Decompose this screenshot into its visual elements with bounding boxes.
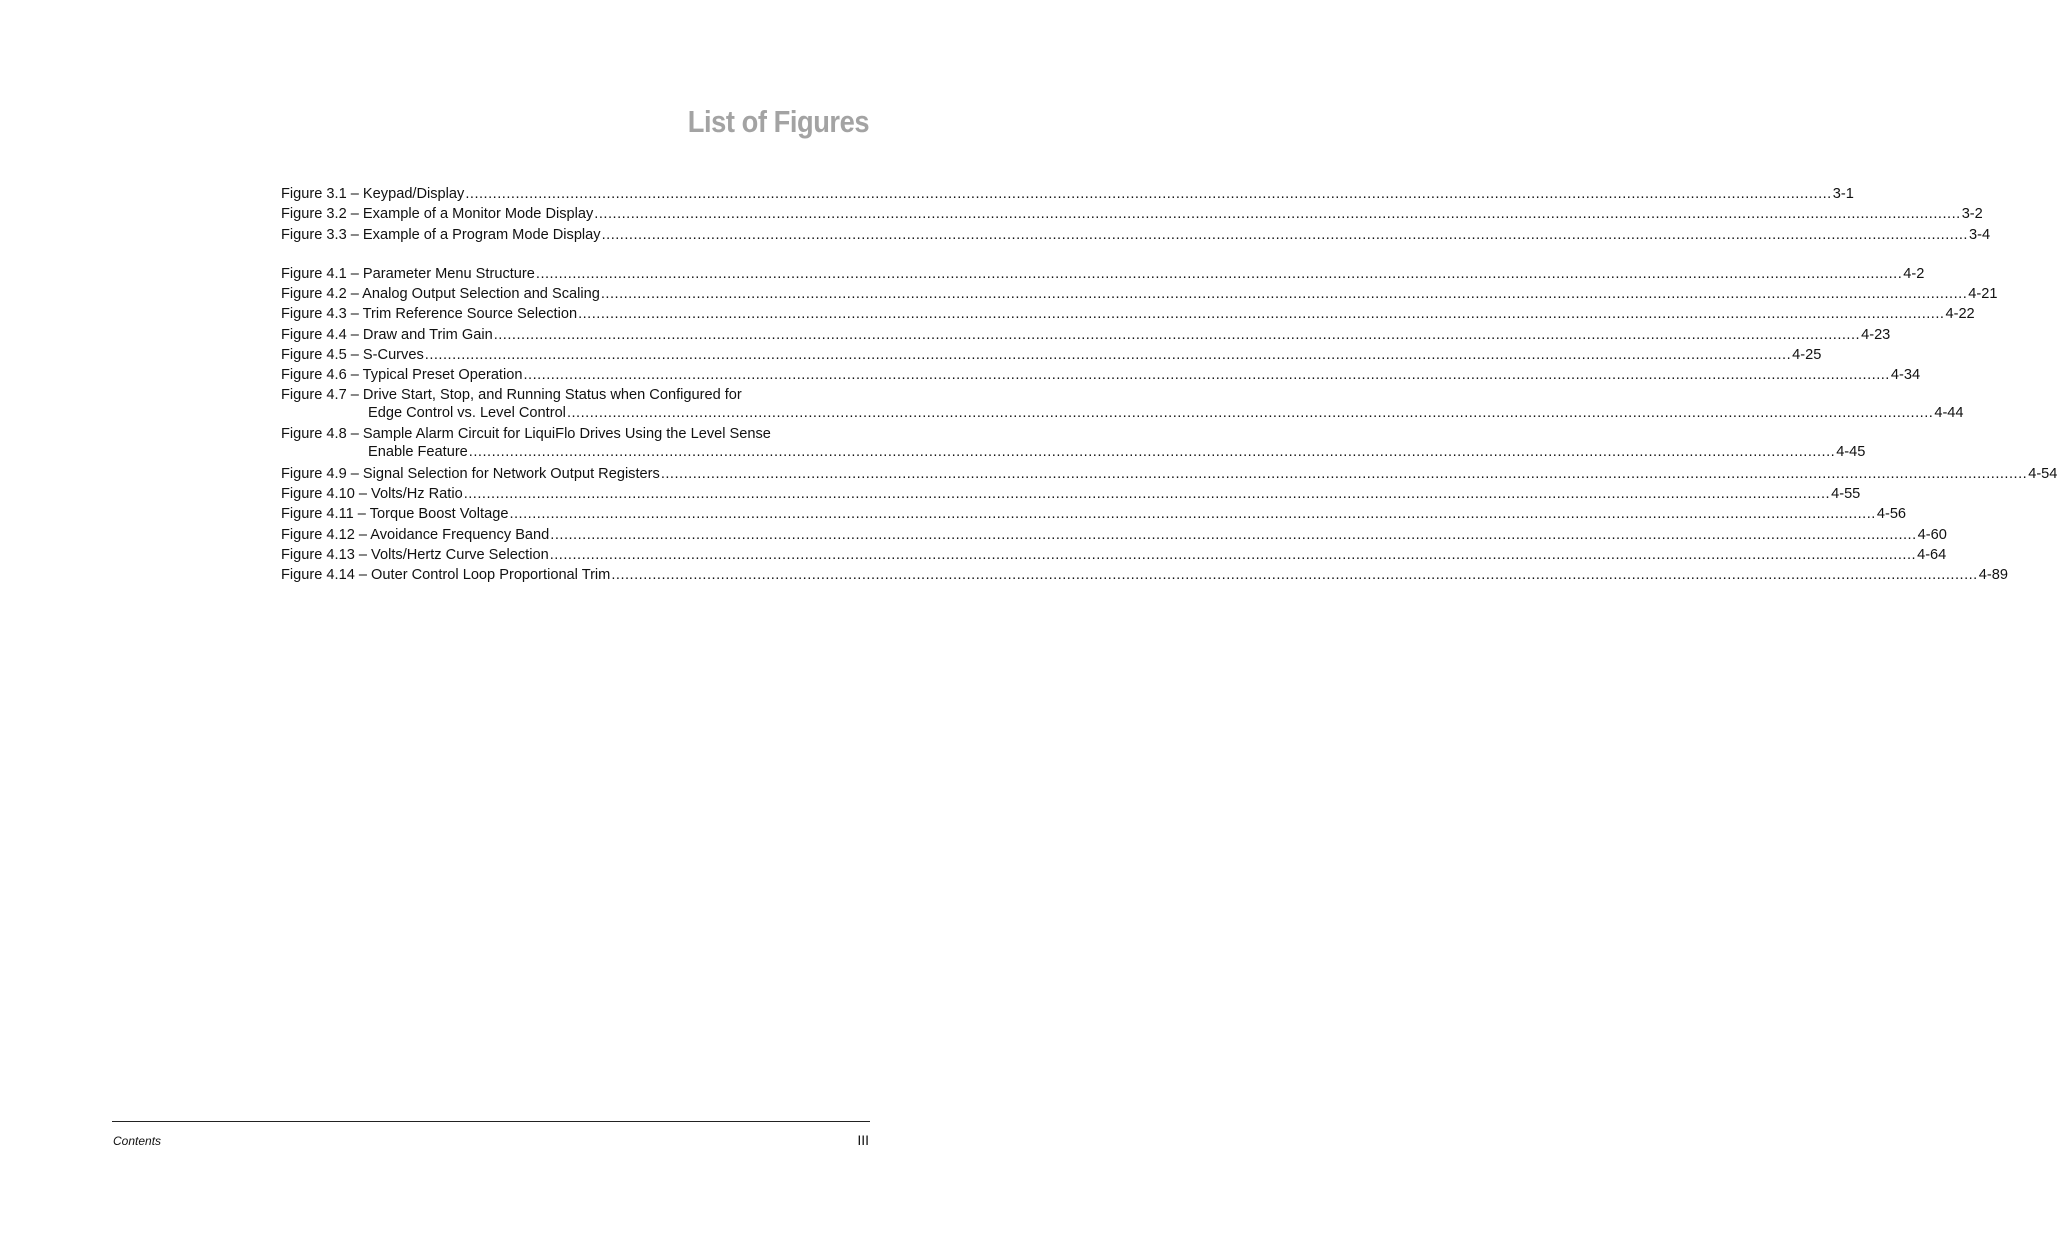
dot-leader: ............................................................................................................................................................................................................................................................................................................ xyxy=(594,206,1961,223)
toc-entry[interactable] xyxy=(281,545,1947,565)
toc-entry-line xyxy=(281,204,1983,224)
toc-entry-page: 4-44 xyxy=(1934,404,1964,421)
toc-entry-page: 4-64 xyxy=(1917,546,1947,563)
toc-entry[interactable] xyxy=(281,365,1921,385)
toc-entry-line xyxy=(281,264,1925,284)
toc-entry[interactable] xyxy=(281,386,1964,422)
toc-entry[interactable] xyxy=(281,184,1854,204)
toc-entry-title: Figure 3.3 – Example of a Program Mode Display xyxy=(281,226,601,243)
toc-entry-title-continued: Edge Control vs. Level Control xyxy=(368,404,566,421)
toc-entry-page: 4-23 xyxy=(1861,326,1891,343)
dot-leader: ............................................................................................................................................................................................................................................................................................................ xyxy=(566,404,1934,421)
toc-entry[interactable] xyxy=(281,225,1991,245)
dot-leader: ............................................................................................................................................................................................................................................................................................................ xyxy=(493,326,1861,343)
list-of-figures xyxy=(281,184,2057,604)
toc-entry-line xyxy=(281,345,1822,365)
dot-leader: ............................................................................................................................................................................................................................................................................................................ xyxy=(660,465,2028,482)
toc-entry-page: 3-4 xyxy=(1968,226,1991,243)
toc-entry-title: Figure 4.7 – Drive Start, Stop, and Running Status when Configured for xyxy=(281,386,742,403)
toc-entry-title: Figure 4.10 – Volts/Hz Ratio xyxy=(281,485,463,502)
toc-entry-title: Figure 4.9 – Signal Selection for Network Output Registers xyxy=(281,465,660,482)
toc-entry[interactable] xyxy=(281,525,1947,545)
dot-leader: ............................................................................................................................................................................................................................................................................................................ xyxy=(549,546,1917,563)
toc-entry-page: 4-60 xyxy=(1917,526,1947,543)
dot-leader: ............................................................................................................................................................................................................................................................................................................ xyxy=(468,443,1836,460)
toc-entry-line xyxy=(281,565,2008,585)
toc-entry-line xyxy=(281,464,2057,484)
toc-entry-page: 4-22 xyxy=(1945,306,1975,323)
toc-entry[interactable] xyxy=(281,345,1822,365)
toc-entry-title: Figure 4.4 – Draw and Trim Gain xyxy=(281,326,493,343)
toc-entry[interactable] xyxy=(281,565,2008,585)
toc-entry[interactable] xyxy=(281,504,1907,524)
toc-entry-title: Figure 4.8 – Sample Alarm Circuit for LiquiFlo Drives Using the Level Sense xyxy=(281,425,771,442)
toc-entry-page: 3-2 xyxy=(1961,206,1983,223)
toc-entry-title: Figure 4.11 – Torque Boost Voltage xyxy=(281,506,509,523)
toc-entry-title: Figure 4.14 – Outer Control Loop Proportional Trim xyxy=(281,567,611,584)
toc-entry-page: 4-56 xyxy=(1876,506,1907,523)
dot-leader: ............................................................................................................................................................................................................................................................................................................ xyxy=(463,485,1831,502)
toc-entry-line xyxy=(281,284,1998,304)
toc-entry-line xyxy=(281,404,1964,422)
toc-entry-page: 4-2 xyxy=(1903,265,1925,282)
toc-entry[interactable] xyxy=(281,204,1983,224)
toc-entry-page: 3-1 xyxy=(1832,186,1854,202)
toc-entry-page: 4-25 xyxy=(1792,347,1822,364)
toc-entry-line xyxy=(281,443,1866,461)
toc-entry-title: Figure 3.1 – Keypad/Display xyxy=(281,186,465,202)
toc-entry[interactable] xyxy=(281,325,1891,345)
toc-entry[interactable] xyxy=(281,284,1998,304)
toc-entry-title: Figure 3.2 – Example of a Monitor Mode Display xyxy=(281,206,594,223)
toc-entry-page: 4-45 xyxy=(1836,443,1866,460)
toc-entry[interactable] xyxy=(281,264,1925,284)
dot-leader: ............................................................................................................................................................................................................................................................................................................ xyxy=(550,526,1917,543)
footer-page-number: III xyxy=(857,1132,869,1148)
dot-leader: ............................................................................................................................................................................................................................................................................................................ xyxy=(535,265,1903,282)
toc-entry-title: Figure 4.5 – S-Curves xyxy=(281,347,424,364)
dot-leader: ............................................................................................................................................................................................................................................................................................................ xyxy=(578,306,1945,323)
toc-entry-line xyxy=(281,225,1991,245)
dot-leader: ............................................................................................................................................................................................................................................................................................................ xyxy=(509,506,1876,523)
toc-entry-line xyxy=(281,484,1861,504)
toc-entry[interactable] xyxy=(281,484,1861,504)
dot-leader: ............................................................................................................................................................................................................................................................................................................ xyxy=(611,567,1978,584)
toc-entry-line xyxy=(281,184,1854,204)
toc-entry[interactable] xyxy=(281,304,1975,324)
toc-entry-line xyxy=(281,325,1891,345)
dot-leader: ............................................................................................................................................................................................................................................................................................................ xyxy=(601,226,1968,243)
footer-divider xyxy=(112,1121,870,1122)
dot-leader: ............................................................................................................................................................................................................................................................................................................ xyxy=(600,286,1968,303)
toc-entry-page: 4-34 xyxy=(1890,367,1921,384)
toc-entry-title-continued: Enable Feature xyxy=(368,443,468,460)
toc-entry-line xyxy=(281,525,1947,545)
toc-group xyxy=(281,184,1991,245)
dot-leader: ............................................................................................................................................................................................................................................................................................................ xyxy=(465,186,1832,202)
toc-entry-title: Figure 4.2 – Analog Output Selection and Scaling xyxy=(281,286,600,303)
toc-entry-page: 4-54 xyxy=(2028,465,2057,482)
toc-entry-page: 4-89 xyxy=(1978,567,2008,584)
toc-entry-title: Figure 4.3 – Trim Reference Source Selection xyxy=(281,306,578,323)
toc-entry-title: Figure 4.13 – Volts/Hertz Curve Selection xyxy=(281,546,549,563)
toc-entry-page: 4-21 xyxy=(1968,286,1998,303)
toc-entry-line xyxy=(281,304,1975,324)
toc-entry-line xyxy=(281,545,1947,565)
toc-entry-page: 4-55 xyxy=(1831,485,1861,502)
toc-entry[interactable] xyxy=(281,425,1866,461)
toc-entry-line xyxy=(281,365,1921,385)
toc-entry-title: Figure 4.6 – Typical Preset Operation xyxy=(281,367,523,384)
footer-section-label: Contents xyxy=(113,1134,162,1148)
toc-entry-title: Figure 4.1 – Parameter Menu Structure xyxy=(281,265,535,282)
toc-group xyxy=(281,264,2057,586)
toc-entry[interactable] xyxy=(281,464,2057,484)
toc-entry-title: Figure 4.12 – Avoidance Frequency Band xyxy=(281,526,550,543)
toc-entry-line xyxy=(281,504,1907,524)
page-title: List of Figures xyxy=(687,104,869,139)
dot-leader: ............................................................................................................................................................................................................................................................................................................ xyxy=(523,367,1890,384)
dot-leader: ............................................................................................................................................................................................................................................................................................................ xyxy=(424,347,1792,364)
